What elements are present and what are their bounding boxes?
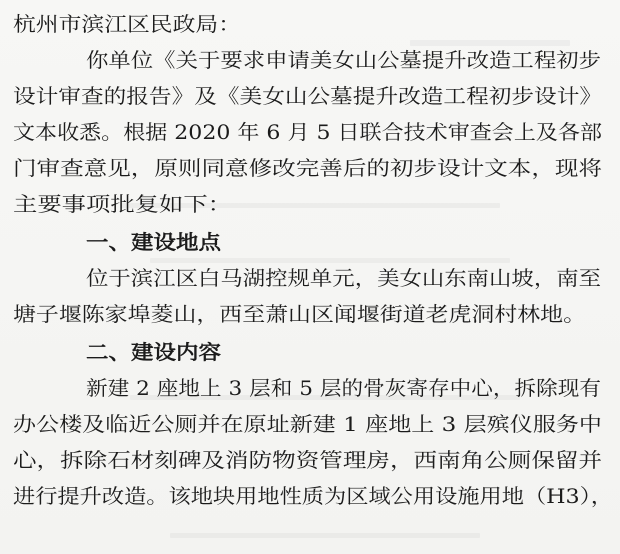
section-2-line-4: 进行提升改造。该地块用地性质为区域公用设施用地（H3）， [13, 484, 613, 508]
paragraph-line [0, 297, 620, 331]
paragraph-1-line-4: 门审查意见，原则同意修改完善后的初步设计文本，现将 [13, 156, 602, 180]
paragraph-1-line-5: 主要事项批复如下： [13, 192, 232, 216]
section-1-heading: 一、建设地点 [86, 230, 221, 254]
paragraph-1-line-1: 你单位《关于要求申请美女山公墓提升改造工程初步 [86, 48, 601, 72]
paragraph-1-line-3: 文本收悉。根据 2020 年 6 月 5 日联合技术审查会上及各部 [13, 120, 602, 144]
paragraph-line [0, 479, 620, 513]
paragraph-1-line-2: 设计审查的报告》及《美女山公墓提升改造工程初步设计》 [13, 84, 602, 108]
addressee: 杭州市滨江区民政局： [13, 12, 241, 36]
paragraph-line [0, 407, 620, 441]
paragraph-line [0, 43, 620, 77]
addressee-line [0, 7, 620, 41]
section-heading [0, 335, 620, 369]
section-heading [0, 225, 620, 259]
section-2-line-3: 心，拆除石材刻碑及消防物资管理房，西南角公厕保留并 [13, 448, 602, 472]
section-2-line-2: 办公楼及临近公厕并在原址新建 1 座地上 3 层殡仪服务中 [13, 412, 602, 436]
paragraph-line [0, 115, 620, 149]
bleed-through-mark [170, 533, 480, 538]
section-2-heading: 二、建设内容 [86, 340, 221, 364]
paragraph-line [0, 187, 620, 221]
section-1-line-1: 位于滨江区白马湖控规单元，美女山东南山坡，南至 [86, 266, 601, 290]
paragraph-line [0, 79, 620, 113]
paragraph-line [0, 371, 620, 405]
section-1-line-2: 塘子堰陈家埠菱山，西至萧山区闻堰街道老虎洞村林地。 [13, 302, 586, 326]
section-2-line-1: 新建 2 座地上 3 层和 5 层的骨灰寄存中心，拆除现有 [86, 376, 601, 400]
paragraph-line [0, 151, 620, 185]
paragraph-line [0, 443, 620, 477]
paragraph-line [0, 261, 620, 295]
